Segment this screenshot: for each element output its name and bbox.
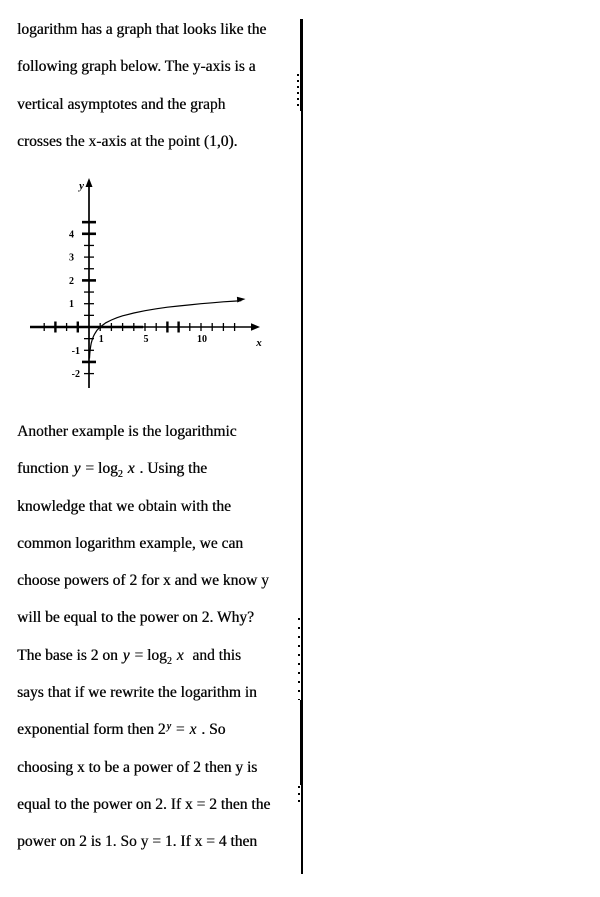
paragraph-log2-example <box>17 413 299 861</box>
text-run: power on 2 is 1. So y = 1. If x = 4 then <box>17 833 258 851</box>
text-line <box>17 413 299 450</box>
text-line <box>17 86 299 123</box>
y-axis-arrow-icon <box>86 178 93 187</box>
binding-marks-low <box>298 786 300 802</box>
text-run: . Using the <box>135 460 207 478</box>
inline-math: 2 <box>117 469 123 481</box>
paragraph-intro <box>17 11 299 160</box>
text-line <box>17 674 299 711</box>
text-run: = log <box>130 646 167 664</box>
text-line <box>17 123 299 160</box>
y-tick-label: -2 <box>71 369 80 381</box>
x-tick-label: 5 <box>143 334 149 345</box>
text-line <box>17 48 299 85</box>
inline-math: x <box>189 721 197 739</box>
x-axis-arrow-icon <box>251 323 260 331</box>
inline-math: y <box>73 460 81 478</box>
log-curve <box>90 301 242 359</box>
log-graph-svg <box>30 173 272 397</box>
text-run: and this <box>184 646 241 664</box>
y-tick-label: 3 <box>69 252 74 264</box>
x-tick-label: 1 <box>98 334 104 345</box>
text-run: = log <box>81 460 118 478</box>
divider-thick-segment-mid <box>300 700 303 785</box>
text-run: choosing x to be a power of 2 then y is <box>17 758 258 776</box>
binding-marks-mid <box>298 618 300 700</box>
text-run: equal to the power on 2. If x = 2 then the <box>17 795 271 813</box>
text-line <box>17 823 299 860</box>
text-run: exponential form then <box>17 721 158 739</box>
text-run: crosses the x-axis at the point (1,0). <box>17 132 238 150</box>
text-line <box>17 599 299 636</box>
divider-thick-segment-top <box>300 19 303 111</box>
text-run: = <box>171 721 189 739</box>
text-run: The base is 2 on <box>17 646 122 664</box>
text-run: function <box>17 460 73 478</box>
inline-math: 2 <box>166 655 172 667</box>
y-tick-label: 1 <box>69 299 74 311</box>
inline-math: y <box>166 721 171 733</box>
text-run: says that if we rewrite the logarithm in <box>17 684 257 702</box>
text-run: Another example is the logarithmic <box>17 423 237 440</box>
text-run: following graph below. The y-axis is a <box>17 58 256 76</box>
text-line <box>17 488 299 525</box>
text-line <box>17 11 299 48</box>
text-line <box>17 637 299 674</box>
y-axis-label: y <box>79 180 84 192</box>
x-tick-label: 10 <box>197 334 207 345</box>
binding-marks-top <box>297 74 299 110</box>
text-run: will be equal to the power on 2. Why? <box>17 609 254 627</box>
inline-math: x <box>176 646 184 664</box>
inline-math: y <box>122 646 130 664</box>
y-tick-label: 2 <box>69 275 74 287</box>
text-run: . So <box>197 721 226 739</box>
text-run: 2 <box>157 721 166 739</box>
curve-arrow-icon <box>237 297 246 303</box>
text-run: choose powers of 2 for x and we know y <box>17 572 269 590</box>
text-line <box>17 525 299 562</box>
text-line <box>17 749 299 786</box>
text-run: knowledge that we obtain with the <box>17 497 231 515</box>
text-line <box>17 450 299 487</box>
x-axis-label: x <box>256 337 262 349</box>
y-tick-label: -1 <box>71 345 80 357</box>
y-tick-label: 4 <box>69 229 74 241</box>
inline-math: x <box>127 460 135 478</box>
text-line <box>17 711 299 748</box>
text-line <box>17 786 299 823</box>
text-run: common logarithm example, we can <box>17 534 243 552</box>
log-graph-figure <box>30 173 272 397</box>
text-run: vertical asymptotes and the graph <box>17 95 226 113</box>
text-line <box>17 562 299 599</box>
text-run: logarithm has a graph that looks like the <box>17 21 267 38</box>
